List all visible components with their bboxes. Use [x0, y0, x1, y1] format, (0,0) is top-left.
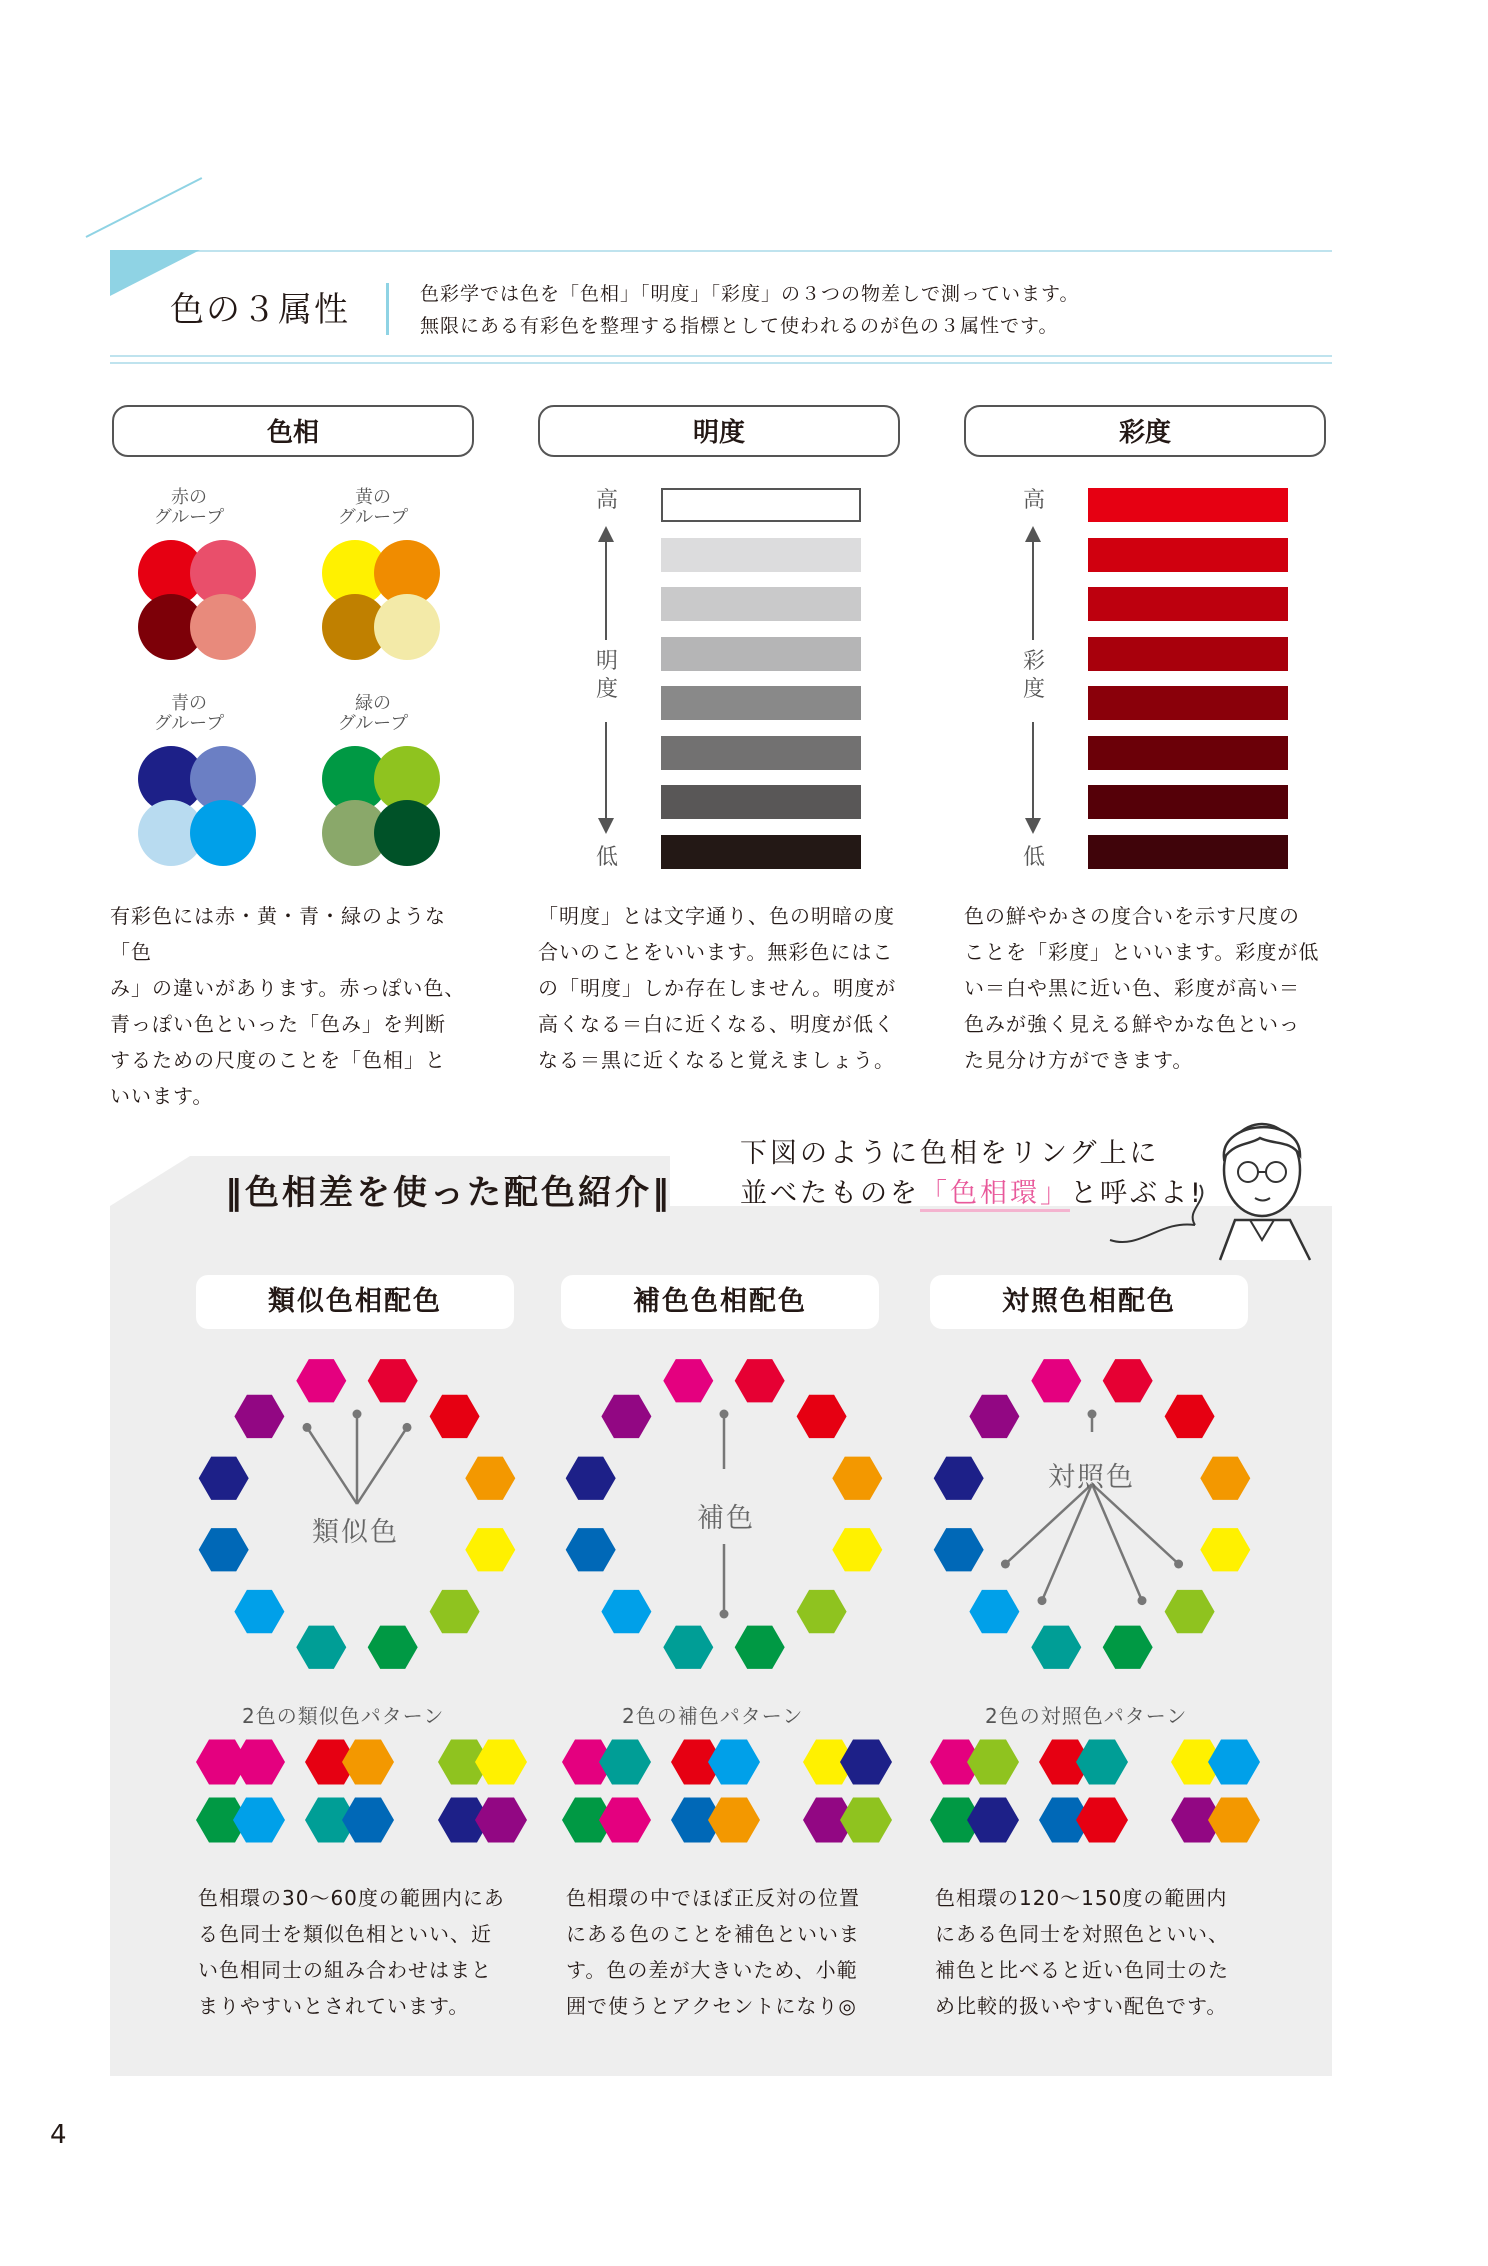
hue-wheel-swatch: [832, 1528, 882, 1571]
page-number: 4: [50, 2120, 67, 2150]
hue-wheel-swatch: [566, 1457, 616, 1500]
analogous-description: [198, 1880, 538, 2024]
pattern-label-complementary: 2色の補色パターン: [622, 1704, 804, 1728]
hue-wheel-swatch: [934, 1457, 984, 1500]
hue-wheel-swatch: [735, 1626, 785, 1669]
connector-dot: [303, 1423, 312, 1432]
hue-wheel-swatch: [430, 1590, 480, 1633]
pattern-swatch: [342, 1740, 394, 1785]
pattern-swatch: [708, 1740, 760, 1785]
header-intro-line: 色彩学では色を「色相」「明度」「彩度」の３つの物差しで測っています。: [420, 283, 1080, 305]
desc-line: いいます。: [110, 1084, 214, 1108]
hue-wheel-swatch: [969, 1395, 1019, 1438]
desc-line: 色みが強く見える鮮やかな色といっ: [964, 1012, 1300, 1036]
connector-dot: [1038, 1596, 1047, 1605]
connector-dot: [1001, 1560, 1010, 1569]
hue-wheel-swatch: [735, 1359, 785, 1402]
pattern-swatch: [599, 1798, 651, 1843]
connector-line: [1092, 1484, 1179, 1564]
pattern-swatch: [967, 1798, 1019, 1843]
pattern-swatch: [1076, 1740, 1128, 1785]
pattern-swatch: [599, 1740, 651, 1785]
pattern-swatch: [840, 1798, 892, 1843]
desc-line: み」の違いがあります。赤っぽい色、: [110, 976, 466, 1000]
desc-line: 青っぽい色といった「色み」を判断: [110, 1012, 446, 1036]
desc-line: 高くなる＝白に近くなる、明度が低く: [538, 1012, 895, 1036]
value-heading: 明度: [538, 405, 900, 457]
wheel-label-analogous: 類似色: [312, 1517, 399, 1548]
hue-wheel-swatch: [368, 1626, 418, 1669]
desc-line: するための尺度のことを「色相」と: [110, 1048, 446, 1072]
hue-wheel-swatch: [663, 1626, 713, 1669]
saturation-high-label: 高: [1022, 488, 1045, 513]
tab-contrast: 対照色相配色: [930, 1275, 1248, 1329]
saturation-low-label: 低: [1022, 845, 1045, 870]
connector-dot: [403, 1423, 412, 1432]
connector-line: [1005, 1484, 1092, 1564]
speech-highlight: 「色相環」: [920, 1178, 1070, 1212]
tab-complementary: 補色色相配色: [561, 1275, 879, 1329]
pattern-swatch: [840, 1740, 892, 1785]
connector-dot: [1138, 1596, 1147, 1605]
pattern-swatch: [233, 1798, 285, 1843]
hue-group-label: 赤の グループ: [153, 487, 225, 528]
hue-wheel-swatch: [797, 1395, 847, 1438]
hue-wheel-swatch: [1200, 1528, 1250, 1571]
hue-group-label: 緑の グループ: [337, 693, 409, 734]
hue-wheel-swatch: [663, 1359, 713, 1402]
hue-wheel-swatch: [601, 1590, 651, 1633]
hue-wheel-swatch: [969, 1590, 1019, 1633]
desc-line: にある色同士を対照色といい、: [935, 1922, 1229, 1946]
pattern-swatch: [1076, 1798, 1128, 1843]
complementary-description: [566, 1880, 906, 2024]
connector-line: [357, 1427, 407, 1504]
hue-wheel-swatch: [296, 1359, 346, 1402]
desc-line: 補色と比べると近い色同士のた: [935, 1958, 1229, 1982]
connector-line: [307, 1427, 357, 1504]
pattern-label-analogous: 2色の類似色パターン: [242, 1704, 445, 1728]
section-title: ‖色相差を使った配色紹介‖: [225, 1173, 672, 1213]
pattern-swatch: [967, 1740, 1019, 1785]
desc-line: る色同士を類似色相といい、近: [198, 1922, 492, 1946]
saturation-axis-label: 彩 度: [1022, 649, 1045, 702]
wheel-label-complementary: 補色: [693, 1496, 759, 1535]
desc-line: い色相同士の組み合わせはまと: [198, 1958, 492, 1982]
saturation-heading: 彩度: [964, 405, 1326, 457]
pattern-label-contrast: 2色の対照色パターン: [985, 1704, 1188, 1728]
hue-wheel-swatch: [797, 1590, 847, 1633]
hue-wheel-swatch: [1031, 1626, 1081, 1669]
value-axis-label: 明 度: [595, 649, 618, 702]
desc-line: す。色の差が大きいため、小範: [566, 1958, 858, 1982]
hue-wheel-swatch: [1165, 1395, 1215, 1438]
desc-line: 色相環の中でほぼ正反対の位置: [566, 1886, 860, 1910]
hue-wheel-swatch: [1031, 1359, 1081, 1402]
pattern-swatch: [475, 1798, 527, 1843]
hue-wheel-swatch: [234, 1590, 284, 1633]
hue-heading: 色相: [112, 405, 474, 457]
hue-wheel-swatch: [1103, 1626, 1153, 1669]
desc-line: の「明度」しか存在しません。明度が: [538, 976, 897, 1000]
header-intro-line: 無限にある有彩色を整理する指標として使われるのが色の３属性です。: [420, 315, 1059, 337]
hue-wheel-swatch: [430, 1395, 480, 1438]
desc-line: 囲で使うとアクセントになり◎: [566, 1994, 857, 2018]
connector-dot: [1174, 1560, 1183, 1569]
pattern-swatch: [1208, 1798, 1260, 1843]
desc-line: まりやすいとされています。: [198, 1994, 470, 2018]
wheel-label-contrast: 対照色: [1048, 1462, 1135, 1493]
desc-line: 色相環の120～150度の範囲内: [935, 1886, 1228, 1910]
hue-group-label: 青の グループ: [153, 693, 225, 734]
hue-wheel-swatch: [832, 1457, 882, 1500]
connector-line: [1092, 1484, 1142, 1601]
page-title: 色の３属性: [170, 290, 350, 330]
hue-wheel-swatch: [934, 1528, 984, 1571]
value-high-label: 高: [595, 488, 618, 513]
desc-line: た見分け方ができます。: [964, 1048, 1194, 1072]
connector-line: [1042, 1484, 1092, 1601]
contrast-description: [935, 1880, 1275, 2024]
hue-wheel-swatch: [1200, 1457, 1250, 1500]
connector-dot: [720, 1610, 729, 1619]
hue-wheel-swatch: [1165, 1590, 1215, 1633]
desc-line: 色相環の30～60度の範囲内にあ: [198, 1886, 505, 1910]
desc-line: 有彩色には赤・黄・青・緑のような「色: [110, 904, 446, 964]
hue-wheel-swatch: [566, 1528, 616, 1571]
pattern-swatch: [342, 1798, 394, 1843]
speech-line: 並べたものを「色相環」と呼ぶよ!: [740, 1174, 1204, 1214]
pattern-swatch: [1208, 1740, 1260, 1785]
desc-line: ことを「彩度」といいます。彩度が低: [964, 940, 1320, 964]
desc-line: なる＝黒に近くなると覚えましょう。: [538, 1048, 895, 1072]
hue-wheel-swatch: [465, 1457, 515, 1500]
desc-line: にある色のことを補色といいま: [566, 1922, 860, 1946]
pattern-swatch: [708, 1798, 760, 1843]
hue-wheel-swatch: [234, 1395, 284, 1438]
speech-line: 下図のように色相をリング上に: [740, 1138, 1160, 1169]
hue-wheel-swatch: [368, 1359, 418, 1402]
pattern-swatch: [233, 1740, 285, 1785]
desc-line: め比較的扱いやすい配色です。: [935, 1994, 1228, 2018]
hue-wheel-swatch: [1103, 1359, 1153, 1402]
pattern-swatch: [475, 1740, 527, 1785]
hue-wheel-swatch: [199, 1528, 249, 1571]
tab-analogous: 類似色相配色: [196, 1275, 514, 1329]
value-low-label: 低: [595, 845, 618, 870]
connector-dot: [720, 1410, 729, 1419]
hue-wheel-swatch: [465, 1528, 515, 1571]
connector-dot: [353, 1410, 362, 1419]
desc-line: い＝白や黒に近い色、彩度が高い＝: [964, 976, 1300, 1000]
hue-wheel-swatch: [199, 1457, 249, 1500]
desc-line: 色の鮮やかさの度合いを示す尺度の: [964, 904, 1300, 928]
desc-line: 合いのことをいいます。無彩色にはこ: [538, 940, 894, 964]
hue-wheel-swatch: [601, 1395, 651, 1438]
hue-wheel-swatch: [296, 1626, 346, 1669]
desc-line: 「明度」とは文字通り、色の明暗の度: [538, 904, 895, 928]
hue-group-label: 黄の グループ: [337, 487, 409, 528]
